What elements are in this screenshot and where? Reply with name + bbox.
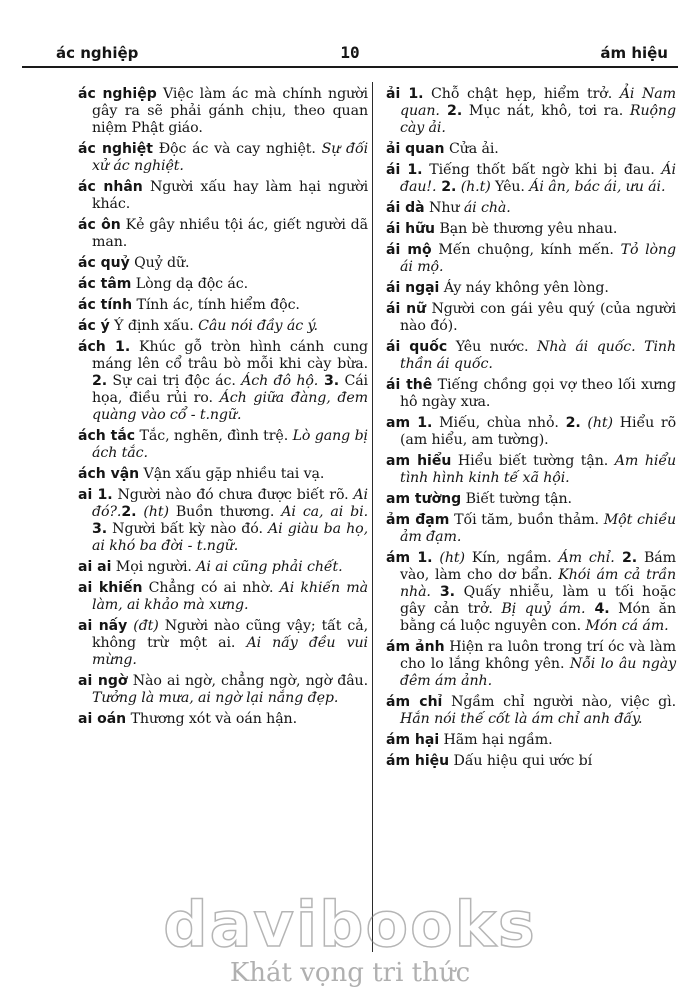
headword: ách — [78, 339, 106, 355]
definition-text: Người con gái yêu quý (của người nào đó). — [400, 301, 677, 334]
dictionary-entry — [386, 339, 676, 373]
sense-number: 2. — [614, 550, 638, 566]
column-divider — [372, 82, 373, 952]
dictionary-entry — [386, 141, 676, 158]
definition-text: Yêu. — [490, 179, 530, 195]
example-text: ái chà. — [463, 200, 511, 216]
example-text: Ách giữa đàng, đem quàng vào cổ - t.ngữ. — [92, 390, 368, 423]
definition-text: Người nào cũng vậy; tất cả, không trừ một ai. — [92, 618, 368, 651]
dictionary-entry — [78, 318, 368, 335]
example-text: Món cá ám. — [585, 618, 669, 634]
example-text: Ai ca, ai bi. — [281, 504, 368, 520]
headword: ác ôn — [78, 217, 121, 233]
dictionary-entry — [78, 217, 368, 251]
headword: am hiểu — [386, 453, 452, 469]
sense-number: 1. — [92, 487, 113, 503]
dictionary-entry — [386, 221, 676, 238]
watermark-slogan: Khát vọng tri thức — [229, 958, 471, 988]
header-first-word: ác nghiệp — [56, 44, 139, 62]
headword: ám — [386, 550, 411, 566]
dictionary-entry — [386, 753, 676, 770]
definition-text: Bám vào, làm cho dơ bẩn. — [400, 550, 676, 583]
dictionary-entry — [78, 466, 368, 483]
example-text: Ai nấy đều vui mừng. — [92, 635, 368, 668]
dictionary-entry — [386, 86, 676, 137]
example-text: Ai đó?. — [92, 487, 368, 520]
definition-text: Lòng dạ độc ác. — [131, 276, 249, 292]
definition-text: Yêu nước. — [447, 339, 538, 355]
sense-number: 1. — [410, 550, 433, 566]
headword: am tường — [386, 491, 462, 507]
example-text: Lò gang bị ách tắc. — [92, 428, 368, 461]
example-text: Sự đối xử ác nghiệt. — [92, 141, 369, 174]
sense-number: 2. — [565, 415, 581, 431]
dictionary-entry — [78, 487, 368, 555]
example-text: Ai giàu ba họ, ai khó ba đời - t.ngữ. — [92, 521, 369, 554]
headword: ám hiệu — [386, 753, 450, 769]
dictionary-entry — [78, 297, 368, 314]
definition-text: Khúc gỗ tròn hình cánh cung máng lên cổ trâu bò mỗi khi cày bừa. — [92, 339, 369, 372]
headword: ám ảnh — [386, 639, 445, 655]
definition-text: Buồn thương. — [168, 504, 282, 520]
page-header — [22, 38, 678, 68]
dictionary-entry — [386, 242, 676, 276]
dictionary-entry — [386, 453, 676, 487]
headword: ai khiến — [78, 580, 143, 596]
dictionary-entry — [386, 694, 676, 728]
example-text: (h.t) — [456, 179, 491, 195]
headword: ái — [386, 162, 401, 178]
definition-text: Người xấu hay làm hại người khác. — [92, 179, 369, 212]
definition-text: Mến chuộng, kính mến. — [431, 242, 621, 258]
headword: ai ai — [78, 559, 112, 575]
definition-text: Bạn bè thương yêu nhau. — [435, 221, 618, 237]
sense-number: 1. — [105, 339, 131, 355]
example-text: Tỏ lòng ái mộ. — [400, 242, 677, 275]
definition-text: Sự cai trị độc ác. — [107, 373, 242, 389]
example-text: Am hiểu tình hình kinh tế xã hội. — [400, 453, 676, 486]
example-text: Ai khiến mà làm, ai khảo mà xưng. — [92, 580, 368, 613]
definition-text: Ngầm chỉ người nào, việc gì. — [442, 694, 677, 710]
headword: ái dà — [386, 200, 425, 216]
example-text: Nhà ái quốc. Tinh thần ái quốc. — [400, 339, 676, 372]
headword: ai oán — [78, 711, 127, 727]
definition-text: Tối tăm, buồn thảm. — [449, 512, 604, 528]
headword: ái quốc — [386, 339, 448, 355]
definition-text: Món ăn bằng cá luộc nguyên con. — [400, 601, 677, 634]
dictionary-entry — [78, 276, 368, 293]
example-text: (ht) — [136, 504, 169, 520]
example-text: Một chiều ảm đạm. — [400, 512, 676, 545]
headword: ái ngại — [386, 280, 440, 296]
example-text: Ruộng cày ải. — [400, 103, 677, 136]
definition-text: Việc làm ác mà chính người gây ra sẽ phải gánh chịu, theo quan niệm Phật giáo. — [92, 86, 368, 136]
definition-text: Tắc, nghẽn, đình trệ. — [135, 428, 293, 444]
headword: ai — [78, 487, 93, 503]
dictionary-entry — [386, 550, 676, 635]
example-text: Nỗi lo âu ngày đêm ám ảnh. — [400, 656, 676, 689]
dictionary-entry — [78, 618, 368, 669]
sense-number: 2. — [121, 504, 137, 520]
definition-text: Ý định xấu. — [109, 318, 199, 334]
definition-text: Chỗ chật hẹp, hiểm trở. — [423, 86, 620, 102]
definition-text: Hiểu rõ (am hiểu, am tường). — [400, 415, 677, 448]
definition-text: Áy náy không yên lòng. — [439, 280, 609, 296]
example-text: (ht) — [580, 415, 613, 431]
dictionary-entry — [386, 377, 676, 411]
definition-text: Vận xấu gặp nhiều tai vạ. — [139, 466, 325, 482]
dictionary-entry — [386, 200, 676, 217]
headword: ái thê — [386, 377, 433, 393]
definition-text: Hiểu biết tường tận. — [451, 453, 615, 469]
example-text: Ai ai cũng phải chết. — [196, 559, 343, 575]
example-text: Ái ân, bác ái, ưu ái. — [529, 179, 666, 195]
dictionary-entry — [78, 428, 368, 462]
definition-text: Dấu hiệu qui ước bí — [449, 753, 593, 769]
definition-text: Tiếng chồng gọi vợ theo lối xưng hô ngày xưa. — [400, 377, 676, 410]
dictionary-entry — [78, 339, 368, 424]
definition-text: Thương xót và oán hận. — [126, 711, 298, 727]
headword: ảm đạm — [386, 512, 450, 528]
dictionary-entry — [386, 301, 676, 335]
definition-text: Độc ác và cay nghiệt. — [152, 141, 322, 157]
example-text: Ám chỉ. — [558, 550, 615, 566]
dictionary-entry — [386, 415, 676, 449]
page-number: 10 — [340, 43, 360, 62]
example-text: Khói ám cả trần nhà. — [400, 567, 676, 600]
dictionary-entry — [78, 179, 368, 213]
definition-text: Cái họa, điều rủi ro. — [92, 373, 368, 406]
header-last-word: ám hiệu — [600, 44, 668, 62]
definition-text: Hãm hại ngầm. — [439, 732, 553, 748]
headword: ác tâm — [78, 276, 132, 292]
headword: ác ý — [78, 318, 110, 334]
dictionary-entry — [386, 732, 676, 749]
sense-number: 2. — [436, 179, 457, 195]
headword: ái nữ — [386, 301, 427, 317]
definition-text: Như — [424, 200, 464, 216]
sense-number: 1. — [410, 415, 433, 431]
definition-text: Người nào đó chưa được biết rõ. — [112, 487, 354, 503]
sense-number: 2. — [439, 103, 463, 119]
example-text: Ái đau!. — [400, 162, 676, 195]
dictionary-entry — [78, 559, 368, 576]
headword: ác quỷ — [78, 255, 130, 271]
dictionary-entry — [78, 255, 368, 272]
definition-text: Quỷ dữ. — [129, 255, 190, 271]
definition-text: Người bất kỳ nào đó. — [107, 521, 269, 537]
example-text: Ách đô hộ. — [241, 373, 319, 389]
definition-text: Miếu, chùa nhỏ. — [432, 415, 566, 431]
dictionary-entry — [78, 673, 368, 707]
definition-text: Mục nát, khô, tơi ra. — [462, 103, 630, 119]
definition-text: Cửa ải. — [444, 141, 499, 157]
headword: ám hại — [386, 732, 440, 748]
definition-text: Kín, ngầm. — [464, 550, 559, 566]
headword: ám chỉ — [386, 694, 443, 710]
headword: ách vận — [78, 466, 140, 482]
example-text: Câu nói đầy ác ý. — [198, 318, 318, 334]
headword: ác tính — [78, 297, 133, 313]
headword: ai ngờ — [78, 673, 128, 689]
headword: ải — [386, 86, 401, 102]
sense-number: 1. — [400, 86, 424, 102]
sense-number: 3. — [318, 373, 340, 389]
example-text: (đt) — [127, 618, 159, 634]
definition-text: Chẳng có ai nhờ. — [142, 580, 280, 596]
definition-text: Tiếng thốt bất ngờ khi bị đau. — [422, 162, 662, 178]
headword: am — [386, 415, 411, 431]
dictionary-entry — [386, 512, 676, 546]
definition-text: Quấy nhiễu, làm u tối hoặc gây cản trở. — [400, 584, 676, 617]
example-text: Hắn nói thế cốt là ám chỉ anh đấy. — [400, 711, 643, 727]
dictionary-entry — [78, 141, 368, 175]
example-text: Bị quỷ ám. — [501, 601, 586, 617]
dictionary-entry — [386, 491, 676, 508]
example-text: (ht) — [432, 550, 465, 566]
dictionary-entry — [78, 711, 368, 728]
definition-text: Tính ác, tính hiểm độc. — [132, 297, 300, 313]
headword: ách tắc — [78, 428, 136, 444]
left-column — [78, 86, 368, 732]
dictionary-entry — [386, 280, 676, 297]
sense-number: 1. — [400, 162, 423, 178]
headword: ái mộ — [386, 242, 432, 258]
headword: ai nấy — [78, 618, 128, 634]
sense-number: 2. — [92, 373, 108, 389]
definition-text: Nào ai ngờ, chẳng ngờ, ngờ đâu. — [127, 673, 369, 689]
headword: ác nghiệt — [78, 141, 153, 157]
right-column — [386, 86, 676, 774]
sense-number: 3. — [430, 584, 455, 600]
dictionary-entry — [386, 162, 676, 196]
headword: ác nhân — [78, 179, 143, 195]
sense-number: 3. — [92, 521, 108, 537]
example-text: Tưởng là mưa, ai ngờ lại nắng đẹp. — [92, 690, 339, 706]
definition-text: Kẻ gây nhiều tội ác, giết người dã man. — [92, 217, 368, 250]
definition-text: Mọi người. — [111, 559, 197, 575]
headword: ái hữu — [386, 221, 436, 237]
dictionary-entry — [78, 580, 368, 614]
definition-text: Biết tường tận. — [461, 491, 572, 507]
watermark-brand: davibooks — [163, 888, 537, 961]
headword: ác nghiệp — [78, 86, 157, 102]
dictionary-entry — [386, 639, 676, 690]
sense-number: 4. — [585, 601, 610, 617]
definition-text: Hiện ra luôn trong trí óc và làm cho lo lắng không yên. — [400, 639, 676, 672]
example-text: Ải Nam quan. — [400, 86, 676, 119]
dictionary-entry — [78, 86, 368, 137]
headword: ải quan — [386, 141, 445, 157]
